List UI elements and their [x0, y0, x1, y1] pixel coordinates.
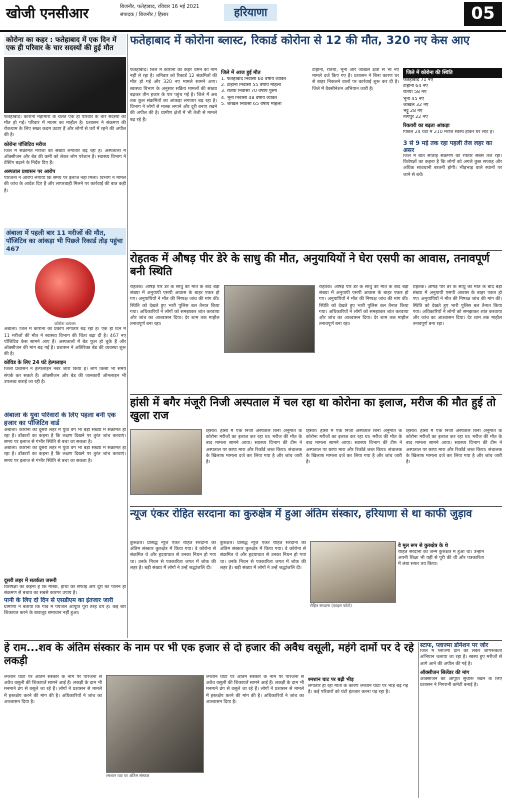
article-ambala: [4, 228, 126, 408]
article-headline: रोहतक में औषड़ पीर डेरे के साधु की मौत, अनुयायियों ने घेरा एसपी का आवास, तनावपूर्ण बनी स्थिति: [130, 252, 490, 279]
article-rohtak: [130, 252, 502, 392]
article-body: जिले में बीते सप्ताह संक्रमण की रफ्तार सबसे तेज रही। विशेषज्ञों का कहना है कि लोगों को अगले कुछ सप्ताह और अधिक सावधानी बरतनी होगी। भीड़भाड़ वाले स्थानों पर जाने से बचें।: [403, 154, 502, 178]
section-title: हरियाणा: [224, 4, 277, 21]
masthead-editor: संपादक / बिजनौर / हिसार: [120, 12, 169, 18]
article-subheading: ऑक्सीजन सिलेंडर की मांग: [420, 669, 470, 676]
article-headline: पानी के लिए दो दिन से एसडीएम का इंतजार जारी: [4, 597, 114, 605]
page-number: 05: [464, 2, 502, 26]
stats-box-title: जिले में कोरोना की स्थिति: [403, 68, 502, 78]
news-photo: [224, 285, 316, 353]
article-body: जिले में प्लाज्मा दान को लेकर जागरूकता अभियान चलाया जा रहा है। स्वस्थ हुए मरीजों से आगे आने की अपील की गई है।: [420, 649, 502, 667]
article-body: टोहाना, रतिया, भूना और जाखल क्षेत्रों से भी नए मामले दर्ज किए गए हैं। प्रशासन ने बिना कारण घर से बाहर निकलने वालों पर कार्रवाई शुरू कर दी है। जिले में वैक्सीनेशन अभियान जारी है।: [312, 68, 400, 92]
list-item: जाखल 32 नए: [403, 102, 429, 108]
death-list: [221, 77, 308, 108]
news-photo: [4, 57, 126, 113]
article-body: ग्रामीणों ने बताया कि गांव में पेयजल आपूर्ति पूरी तरह ठप है। कई बार शिकायत करने के बावजूद समाधान नहीं हुआ।: [4, 604, 126, 616]
article-body: हिसार। हांसी में एक निजी अस्पताल बिना अनुमति के कोरोना मरीजों का इलाज कर रहा था। मरीज की मौत के बाद मामला सामने आया। स्वास्थ्य विभाग की टीम ने अस्पताल पर छापा मारा और रिकॉर्ड जब्त किया। संचालक के खिलाफ मामला दर्ज कर लिया गया है और जांच जारी है।: [306, 429, 402, 466]
article-headline: न्यूज एंकर रोहित सरदाना का कुरुक्षेत्र में हुआ अंतिम संस्कार, हरियाणा से था काफी जुड़ाव: [130, 508, 472, 520]
section-divider: [130, 250, 502, 251]
article-body: हिसार। हांसी में एक निजी अस्पताल बिना अनुमति के कोरोना मरीजों का इलाज कर रहा था। मरीज की मौत के बाद मामला सामने आया। स्वास्थ्य विभाग की टीम ने अस्पताल पर छापा मारा और रिकॉर्ड जब्त किया। संचालक के खिलाफ मामला दर्ज कर लिया गया है और जांच जारी है।: [406, 429, 502, 466]
article-young-ward: [4, 412, 126, 572]
article-body: अंबाला। कोरोना की दूसरी लहर में युवा वर्ग भी बड़ी संख्या में संक्रमित हो रहा है। डॉक्टरों का कहना है कि लक्षण दिखने पर तुरंत जांच करवाएं। समय पर इलाज से गंभीर स्थिति से बचा जा सकता है।: [4, 446, 126, 464]
photo-caption: कोरोना वायरस: [54, 321, 76, 327]
list-item: भट्टू 28 नए: [403, 109, 423, 115]
article-subheading: जिले में आज हुई मौत: [221, 70, 261, 76]
article-headline: स्टाफ, प्लाज्मा डोनेशन पर जोर: [420, 642, 489, 649]
column-divider: [127, 34, 128, 638]
section-divider: [130, 394, 502, 395]
article-haansi: [130, 396, 502, 504]
article-cremation: [4, 642, 416, 798]
article-body: विशेषज्ञों का कहना है कि मास्क, हाथों की सफाई और दूरी का पालन ही संक्रमण से बचाव का सबसे कारगर उपाय है।: [4, 585, 126, 597]
news-photo: [130, 429, 202, 495]
list-item: नागपुर 22 नए: [403, 115, 428, 121]
section-divider: [130, 506, 502, 507]
list-item: रतिया 58 नए: [403, 90, 427, 96]
section-divider: [4, 640, 502, 641]
article-side-right: [4, 576, 126, 632]
article-body: रोहतक। औषड़ पीर डेरे के साधु की मौत के बाद बड़ी संख्या में अनुयायी एसपी आवास के बाहर एकत्र हो गए। अनुयायियों ने मौत की निष्पक्ष जांच की मांग की। स्थिति को देखते हुए भारी पुलिस बल तैनात किया गया। अधिकारियों ने लोगों को समझाकर शांत करवाया और जांच का आश्वासन दिया। देर शाम तक माहौल तनावपूर्ण बना रहा।: [412, 285, 502, 328]
article-corona-family: [4, 34, 126, 224]
article-body: ऑक्सीजन की आपूर्ति सुचारू रखने के लिए प्रशासन ने निगरानी कमेटी बनाई है।: [420, 676, 502, 688]
article-body: हिसार। हांसी में एक निजी अस्पताल बिना अनुमति के कोरोना मरीजों का इलाज कर रहा था। मरीज की मौत के बाद मामला सामने आया। स्वास्थ्य विभाग की टीम ने अस्पताल पर छापा मारा और रिकॉर्ड जब्त किया। संचालक के खिलाफ मामला दर्ज कर लिया गया है और जांच जारी है।: [206, 429, 302, 466]
cremation-photo: [106, 675, 204, 773]
list-item: भूना 45 नए: [403, 96, 424, 102]
list-item: टोहाना 64 नए: [403, 84, 428, 90]
article-body: जिले में संक्रमित मरीजों की संख्या लगातार बढ़ रही है। अस्पतालों में ऑक्सीजन और बेड की कमी को लेकर लोग परेशान हैं। स्वास्थ्य विभाग ने टेस्टिंग बढ़ाने के निर्देश दिए हैं।: [4, 148, 126, 166]
article-body: पिछले 24 घंटों में 210 मरीज स्वस्थ होकर घर लौटे हैं।: [403, 130, 495, 136]
article-body: कुरुक्षेत्र। प्रसिद्ध न्यूज एंकर रोहित सरदाना का अंतिम संस्कार कुरुक्षेत्र में किया गया। वे कोरोना से संक्रमित थे और हृदयाघात से उनका निधन हो गया था। उनके निधन से पत्रकारिता जगत में शोक की लहर है। बड़ी संख्या में लोगों ने उन्हें श्रद्धांजलि दी।: [130, 541, 216, 571]
article-subheading: दूसरी लहर में सतर्कता जरूरी: [4, 578, 57, 584]
article-headline: 3 से 9 मई तक रहा पहली तेज लहर का असर: [403, 139, 493, 154]
masthead: [0, 0, 506, 32]
article-body: जिला प्रशासन ने हेल्पलाइन नंबर जारी किया है। लोग किसी भी समय संपर्क कर सकते हैं। ऑक्सीजन और बेड की जानकारी ऑनलाइन भी उपलब्ध कराई जा रही है।: [4, 367, 126, 385]
article-subheading: रिकवरी का बढ़ता आंकड़ा: [403, 123, 450, 130]
article-rohit: [130, 508, 502, 638]
photo-caption: श्मशान घाट पर अंतिम संस्कार: [106, 773, 150, 778]
virus-image: [35, 258, 95, 318]
list-item: 1. फतेहाबाद निवासी 60 वर्षीय व्यक्ति: [221, 77, 286, 82]
list-item: फतेहाबाद 71 नए: [403, 78, 433, 83]
article-headline: फतेहाबाद में कोरोना ब्लास्ट, रिकार्ड कोरोना से 12 की मौत, 320 नए केस आए: [130, 34, 470, 47]
photo-caption: रोहित सरदाना (फाइल फोटो): [310, 603, 352, 608]
list-item: 2. टोहाना निवासी 55 वर्षीय महिला: [221, 83, 281, 89]
article-body: अंबाला। जिले में कोरोना का प्रकोप लगातार बढ़ रहा है। एक ही दिन में 11 मरीजों की मौत ने स्वास्थ्य विभाग की चिंता बढ़ा दी है। 467 नए पॉजिटिव केस सामने आए हैं। अस्पतालों में बेड फुल हो चुके हैं और ऑक्सीजन की मांग बढ़ गई है। प्रशासन ने अतिरिक्त बेड की व्यवस्था शुरू की है।: [4, 327, 126, 358]
article-body: श्मशान घाटों पर अंतिम संस्कार के नाम पर परिजनों से अवैध वसूली की शिकायतें सामने आई हैं। लकड़ी के दाम भी मनमाने ढंग से वसूले जा रहे हैं। लोगों ने प्रशासन से मामले में हस्तक्षेप करने की मांग की है। अधिकारियों ने जांच का आश्वासन दिया है।: [4, 675, 102, 705]
masthead-date: बिजनौर, फतेहाबाद, रविवार 16 मई 2021: [120, 4, 200, 10]
article-body: श्मशान घाटों पर अंतिम संस्कार के नाम पर परिजनों से अवैध वसूली की शिकायतें सामने आई हैं। लकड़ी के दाम भी मनमाने ढंग से वसूले जा रहे हैं। लोगों ने प्रशासन से मामले में हस्तक्षेप करने की मांग की है। अधिकारियों ने जांच का आश्वासन दिया है।: [206, 675, 304, 705]
list-item: 4. भूना निवासी 48 वर्षीय व्यक्ति: [221, 95, 277, 101]
article-subheading: अस्पताल प्रशासन पर आरोप: [4, 169, 56, 176]
article-body: फतेहाबाद। जिले में कोरोना का कहर थमने का नाम नहीं ले रहा है। शनिवार को रिकार्ड 12 संक्रमितों की मौत हो गई और 320 नए मामले सामने आए। स्वास्थ्य विभाग के अनुसार सक्रिय मामलों की संख्या बढ़कर तीन हजार के पार पहुंच गई है। जिले में अब तक कुल संक्रमितों का आंकड़ा लगातार बढ़ रहा है। विभाग ने लोगों से मास्क लगाने और दूरी बनाए रखने की अपील की है। ग्रामीण क्षेत्रों में भी तेजी से मामले बढ़ रहे हैं।: [130, 68, 218, 123]
column-divider: [418, 642, 419, 798]
stats-list: [403, 78, 502, 121]
masthead-meta: [120, 3, 199, 19]
article-body: फतेहाबाद। कोरोना महामारी के चलते एक ही परिवार के चार सदस्यों की मौत हो गई। परिवार में मातम का माहौल है। प्रशासन ने संक्रमण की रोकथाम के लिए सख्त कदम उठाए हैं और लोगों से घरों में रहने की अपील की है।: [4, 114, 126, 139]
list-item: 3. रतिया निवासी 70 वर्षीय पुरुष: [221, 89, 277, 95]
article-body: कुरुक्षेत्र। प्रसिद्ध न्यूज एंकर रोहित सरदाना का अंतिम संस्कार कुरुक्षेत्र में किया गया। वे कोरोना से संक्रमित थे और हृदयाघात से उनका निधन हो गया था। उनके निधन से पत्रकारिता जगत में शोक की लहर है। बड़ी संख्या में लोगों ने उन्हें श्रद्धांजलि दी।: [220, 541, 306, 571]
article-fatehabad: [130, 34, 502, 248]
article-subheading: कोविड के लिए 24 घंटे हेल्पलाइन: [4, 360, 66, 367]
article-body: परिजनों ने आरोप लगाया कि समय पर इलाज नहीं मिला। विभाग ने मामले की जांच के आदेश दिए हैं और लापरवाही मिलने पर कार्रवाई की बात कही है।: [4, 176, 126, 194]
list-item: 5. जाखल निवासी 65 वर्षीय महिला: [221, 101, 282, 107]
article-subheading: कोरोना पॉजिटिव मरीज: [4, 141, 46, 148]
article-body: रोहतक। औषड़ पीर डेरे के साधु की मौत के बाद बड़ी संख्या में अनुयायी एसपी आवास के बाहर एकत्र हो गए। अनुयायियों ने मौत की निष्पक्ष जांच की मांग की। स्थिति को देखते हुए भारी पुलिस बल तैनात किया गया। अधिकारियों ने लोगों को समझाकर शांत करवाया और जांच का आश्वासन दिया। देर शाम तक माहौल तनावपूर्ण बना रहा।: [130, 285, 220, 328]
article-headline: कोरोना का कहर : फतेहाबाद में एक दिन में एक ही परिवार के चार सदस्यों की हुई मौत: [4, 34, 126, 55]
newspaper-logo: खोजी एनसीआर: [6, 6, 89, 22]
article-body: लगातार हो रही मौतों के कारण श्मशान घाटों पर भीड़ बढ़ गई है। कई परिवारों को घंटों इंतजार करना पड़ रहा है।: [308, 684, 408, 696]
article-headline: अंबाला में पहली बार 11 मरीजों की मौत, पॉजिटिव का आंकड़ा भी पिछले रिकार्ड तोड़ पहुंचा 467: [4, 228, 126, 255]
rohit-photo: [310, 541, 396, 603]
article-headline: हांसी में बगैर मंजूरी निजी अस्पताल में चल रहा था कोरोना का इलाज, मरीज की मौत हुई तो खुला राज: [130, 396, 496, 423]
article-headline: हे राम...शव के अंतिम संस्कार के नाम पर भी एक हजार से दो हजार की अवैध वसूली, महंगे दामों पर दे रहे लकड़ी: [4, 642, 414, 667]
article-headline: अंबाला के युवा परिवारों के लिए पहला बनी एक हजार का पॉजिटिव वार्ड: [4, 412, 116, 427]
article-body: अंबाला। कोरोना की दूसरी लहर में युवा वर्ग भी बड़ी संख्या में संक्रमित हो रहा है। डॉक्टरों का कहना है कि लक्षण दिखने पर तुरंत जांच करवाएं। समय पर इलाज से गंभीर स्थिति से बचा जा सकता है।: [4, 427, 126, 445]
article-plasma: [420, 642, 502, 798]
article-body: रोहित सरदाना का जन्म कुरुक्षेत्र में हुआ था। उन्होंने अपनी शिक्षा भी यहीं से पूरी की थी और पत्रकारिता में लंबा सफर तय किया।: [398, 550, 484, 568]
article-subheading: वे मूल रूप से कुरुक्षेत्र के थे: [398, 543, 448, 549]
article-subheading: श्मशान घाट पर बढ़ी भीड़: [308, 677, 354, 683]
article-body: रोहतक। औषड़ पीर डेरे के साधु की मौत के बाद बड़ी संख्या में अनुयायी एसपी आवास के बाहर एकत्र हो गए। अनुयायियों ने मौत की निष्पक्ष जांच की मांग की। स्थिति को देखते हुए भारी पुलिस बल तैनात किया गया। अधिकारियों ने लोगों को समझाकर शांत करवाया और जांच का आश्वासन दिया। देर शाम तक माहौल तनावपूर्ण बना रहा।: [319, 285, 409, 328]
